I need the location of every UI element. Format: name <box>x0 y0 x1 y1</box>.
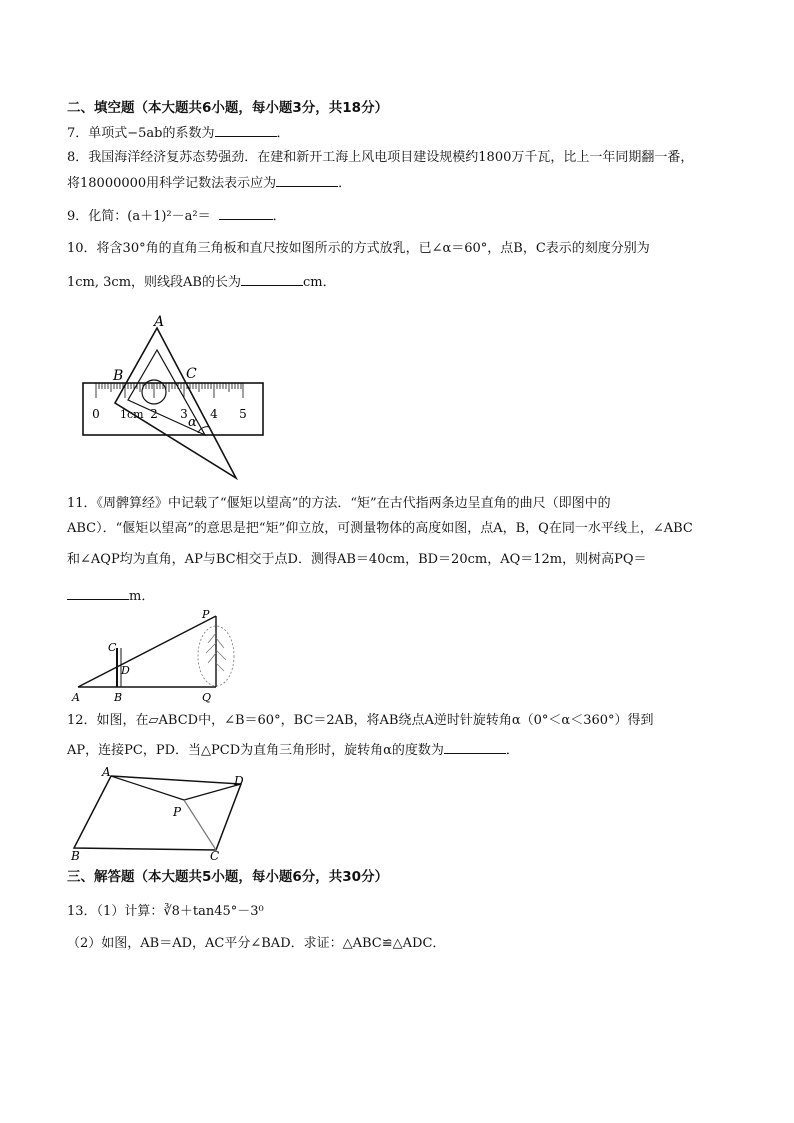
triangle-outer <box>115 328 236 478</box>
question-12-text: AP，连接PC，PD．当△PCD为直角三角形时，旋转角α的度数为 <box>67 743 444 758</box>
point-label-B: B <box>113 368 124 384</box>
question-13-part-1: 13．（1）计算：∛8＋tan45°－3⁰ <box>67 904 264 919</box>
question-9-end: ． <box>272 209 286 224</box>
figure-tree-measure <box>68 608 236 706</box>
point-label-A: A <box>102 765 111 779</box>
question-13-part-2: （2）如图，AB＝AD，AC平分∠BAD．求证：△ABC≌△ADC． <box>67 936 446 951</box>
segment-PC <box>184 800 216 850</box>
point-label-C: C <box>108 641 117 654</box>
question-12-end: ． <box>505 743 519 758</box>
unit-label: 1cm <box>120 408 144 421</box>
question-7-end: ． <box>276 126 290 141</box>
question-7 <box>67 124 290 143</box>
angle-label-alpha: α <box>188 415 197 430</box>
segment-PD <box>184 784 241 800</box>
tick-label-2: 2 <box>150 407 158 421</box>
point-label-P: P <box>173 805 182 819</box>
question-12-line-1: 12．如图，在▱ABCD中，∠B＝60°，BC＝2AB，将AB绕点A逆时针旋转角α（0°＜α＜360°）得到 <box>67 713 654 728</box>
section-3-title: 三、解答题（本大题共5小题，每小题6分，共30分） <box>67 869 389 885</box>
point-label-C: C <box>186 366 197 382</box>
ruler-body <box>83 383 263 435</box>
question-10-end: cm． <box>302 275 336 290</box>
tick-label-4: 4 <box>210 407 218 421</box>
question-11-line-3: 和∠AQP均为直角，AP与BC相交于点D．测得AB＝40cm，BD＝20cm，AQ＝12m，则树高PQ＝ <box>67 552 647 567</box>
answer-blank-12[interactable] <box>444 741 506 754</box>
question-7-text: 7．单项式−5ab的系数为 <box>67 126 215 141</box>
parallelogram-ABCD <box>74 776 241 850</box>
point-label-D: D <box>234 774 244 788</box>
question-10-text: 1cm, 3cm，则线段AB的长为 <box>67 275 241 290</box>
answer-blank-8[interactable] <box>276 174 338 187</box>
question-10-line-1: 10．将含30°角的直角三角板和直尺按如图所示的方式放乳，已∠α＝60°，点B，C表示的刻度分别为 <box>67 241 650 256</box>
answer-blank-7[interactable] <box>215 124 277 137</box>
answer-blank-11[interactable] <box>67 587 129 600</box>
ruler-ticks <box>96 383 243 398</box>
tick-label-3: 3 <box>180 407 188 421</box>
point-label-B: B <box>71 849 80 862</box>
question-11-line-2: ABC）．“偃矩以望高”的意思是把“矩”仰立放，可测量物体的高度如图，点A，B，Q在同一水平线上，∠ABC <box>67 521 693 536</box>
point-label-P: P <box>202 608 210 621</box>
question-8-text: 将18000000用科学记数法表示应为 <box>67 176 277 191</box>
answer-blank-9[interactable] <box>219 207 273 220</box>
section-2-title: 二、填空题（本大题共6小题，每小题3分，共18分） <box>67 100 389 116</box>
question-9 <box>67 207 286 226</box>
question-8-line-2 <box>67 174 351 193</box>
question-11-end: m． <box>129 589 155 604</box>
question-9-text: 9．化简：(a＋1)²－a²＝ <box>67 209 211 224</box>
point-label-B: B <box>114 691 123 704</box>
tick-label-5: 5 <box>239 407 247 421</box>
question-12-line-2 <box>67 741 519 760</box>
answer-blank-10[interactable] <box>241 273 303 286</box>
question-11-line-1: 11．《周髀算经》中记载了“偃矩以望高”的方法．“矩”在古代指两条边呈直角的曲尺（即图中的 <box>67 496 611 511</box>
point-label-Q: Q <box>202 691 212 704</box>
question-8-end: ． <box>338 176 352 191</box>
question-10-line-2 <box>67 273 336 292</box>
sight-line-AP <box>78 616 216 687</box>
question-11-line-4 <box>67 587 154 606</box>
figure-triangle-ruler <box>80 310 270 485</box>
tick-label-0: 0 <box>92 407 100 421</box>
point-label-A: A <box>72 691 80 704</box>
question-8-line-1: 8．我国海洋经济复苏态势强劲．在建和新开工海上风电项目建设规模约1800万千瓦，比上一年同期翻一番， <box>67 150 694 165</box>
point-label-D: D <box>121 664 130 677</box>
figure-parallelogram <box>66 764 256 862</box>
point-label-A: A <box>154 314 165 330</box>
point-label-C: C <box>210 849 220 862</box>
